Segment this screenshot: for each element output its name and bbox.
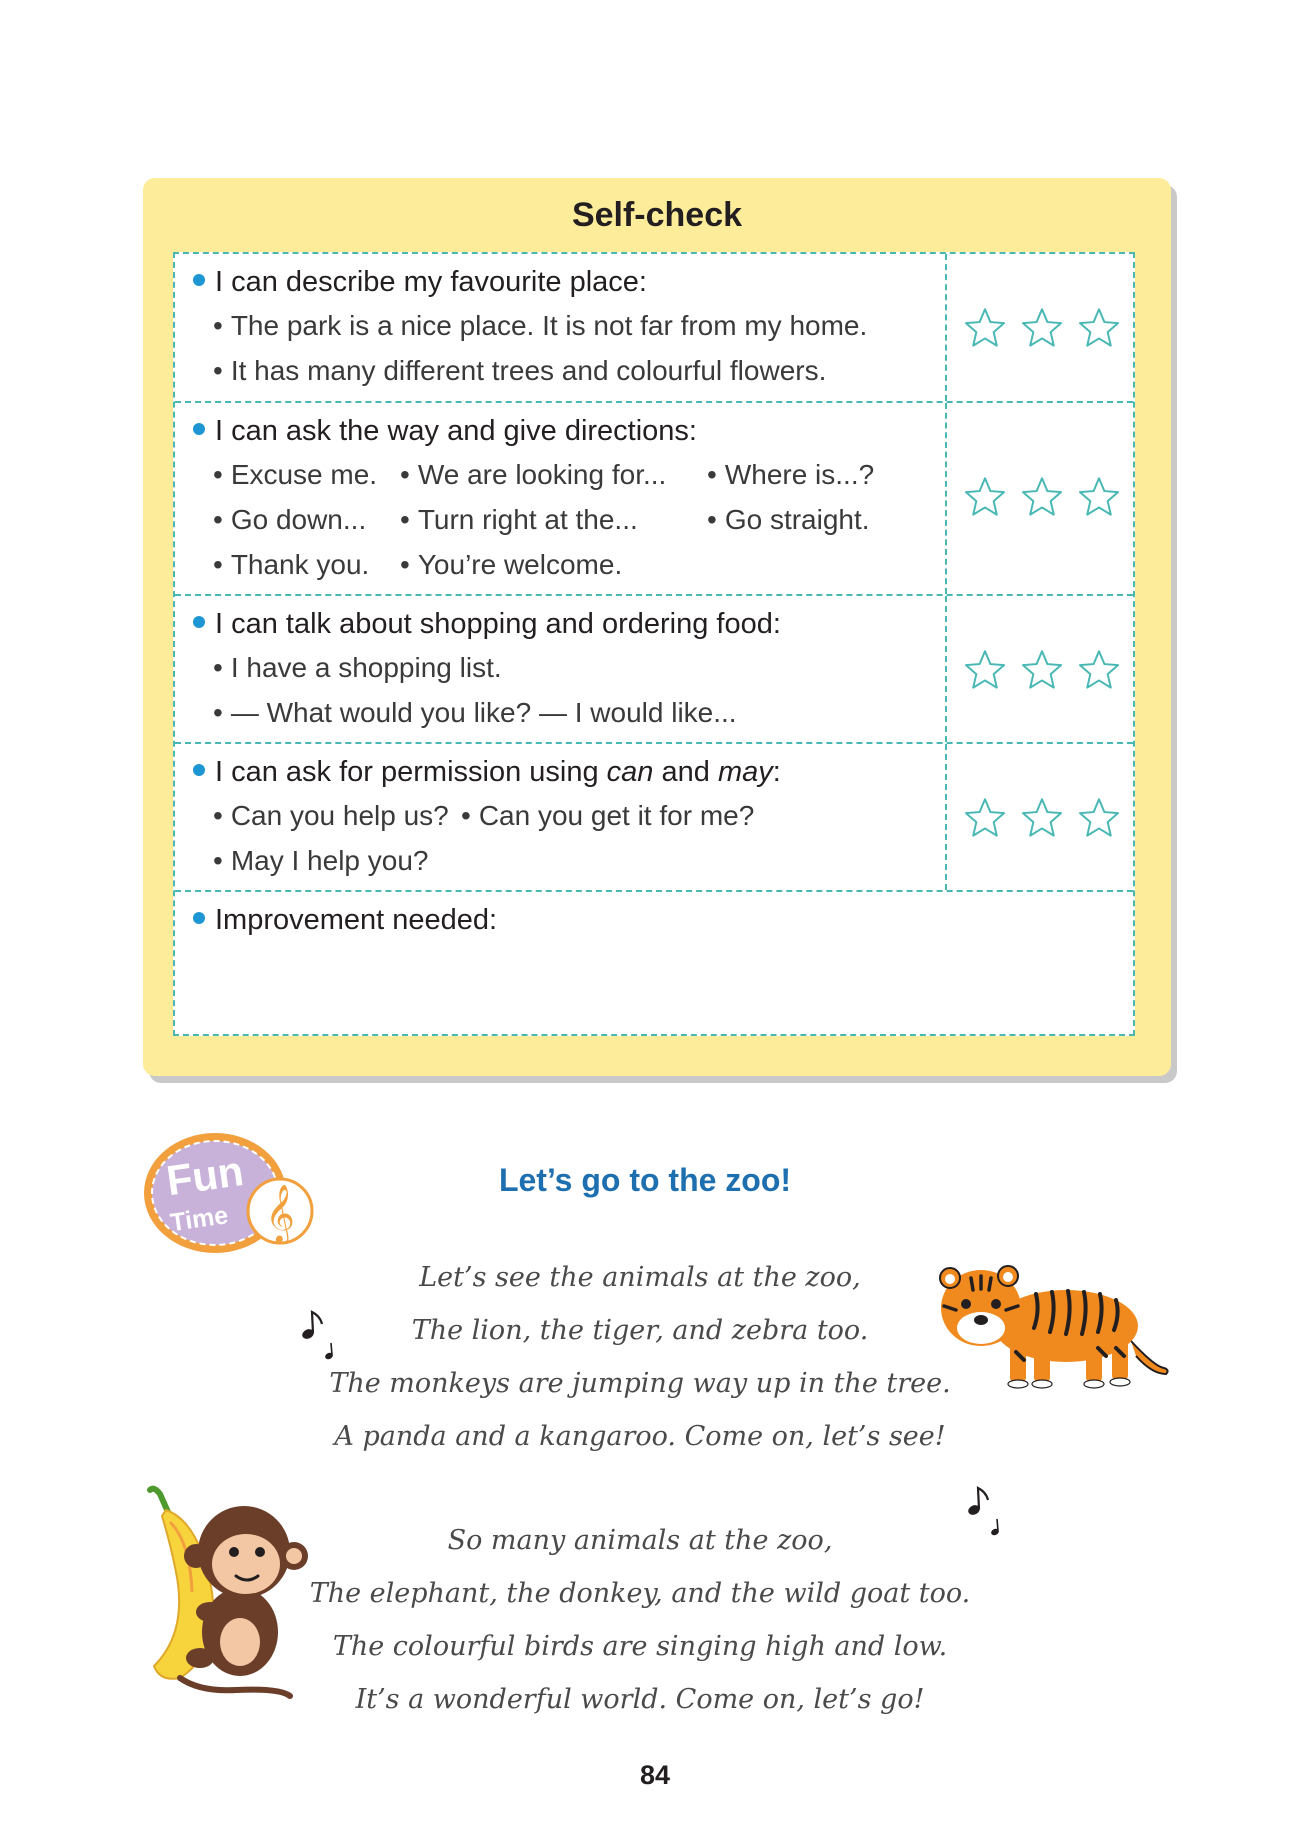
check-item: • — What would you like? — I would like... bbox=[213, 697, 737, 729]
self-check-card bbox=[143, 178, 1171, 1076]
star-outline-icon[interactable] bbox=[1020, 475, 1064, 519]
check-item: • Excuse me. bbox=[213, 459, 377, 491]
check-item: • The park is a nice place. It is not far from my home. bbox=[213, 310, 867, 342]
lyric-line: The lion, the tiger, and zebra too. bbox=[411, 1315, 869, 1346]
star-outline-icon[interactable] bbox=[1077, 648, 1121, 692]
badge-time-label: Time bbox=[168, 1201, 230, 1238]
song-title: Let’s go to the zoo! bbox=[498, 1162, 792, 1198]
check-row-favourite-place bbox=[175, 254, 1133, 403]
self-check-grid bbox=[173, 252, 1135, 1036]
star-outline-icon[interactable] bbox=[1077, 306, 1121, 350]
check-row-shopping bbox=[175, 596, 1133, 744]
star-outline-icon[interactable] bbox=[1077, 475, 1121, 519]
check-heading: I can ask for permission using can and may: bbox=[193, 756, 781, 789]
star-rating[interactable] bbox=[963, 475, 1121, 519]
check-heading: I can ask the way and give directions: bbox=[193, 415, 697, 448]
star-outline-icon[interactable] bbox=[963, 306, 1007, 350]
star-outline-icon[interactable] bbox=[1020, 796, 1064, 840]
check-item: • Turn right at the... bbox=[400, 504, 638, 536]
check-item: • Go down... bbox=[213, 504, 366, 536]
improvement-label: Improvement needed: bbox=[193, 904, 497, 937]
badge-fun-label: Fun bbox=[163, 1147, 247, 1205]
check-row-permission bbox=[175, 744, 1133, 892]
self-check-title: Self-check bbox=[571, 196, 743, 234]
lyric-line: So many animals at the zoo, bbox=[447, 1525, 833, 1556]
check-row-improvement bbox=[175, 892, 1133, 1034]
check-heading: I can describe my favourite place: bbox=[193, 266, 647, 299]
check-item: • We are looking for... bbox=[400, 459, 666, 491]
star-rating[interactable] bbox=[963, 796, 1121, 840]
star-outline-icon[interactable] bbox=[1020, 648, 1064, 692]
bullet-dot-icon bbox=[193, 274, 205, 286]
treble-clef-icon bbox=[248, 1179, 312, 1245]
star-outline-icon[interactable] bbox=[963, 796, 1007, 840]
lyric-line: The monkeys are jumping way up in the tree. bbox=[329, 1368, 951, 1399]
bullet-dot-icon bbox=[193, 616, 205, 628]
star-outline-icon[interactable] bbox=[963, 648, 1007, 692]
check-item: • Can you help us? bbox=[213, 800, 449, 832]
lyric-line: The elephant, the donkey, and the wild goat too. bbox=[309, 1578, 971, 1609]
lyric-line: It’s a wonderful world. Come on, let’s go! bbox=[355, 1684, 925, 1715]
check-item: • It has many different trees and colourful flowers. bbox=[213, 355, 826, 387]
star-rating[interactable] bbox=[963, 306, 1121, 350]
page-number: 84 bbox=[639, 1760, 671, 1790]
check-item: • May I help you? bbox=[213, 845, 428, 877]
fun-time-badge bbox=[140, 1127, 320, 1259]
check-item: • Thank you. bbox=[213, 549, 369, 581]
lyric-line: The colourful birds are singing high and low. bbox=[332, 1631, 948, 1662]
star-outline-icon[interactable] bbox=[1077, 796, 1121, 840]
tiger-illustration bbox=[926, 1256, 1170, 1390]
check-heading: I can talk about shopping and ordering food: bbox=[193, 608, 781, 641]
music-note-icon bbox=[298, 1306, 338, 1364]
check-item: • Where is...? bbox=[707, 459, 874, 491]
bullet-dot-icon bbox=[193, 423, 205, 435]
star-outline-icon[interactable] bbox=[1020, 306, 1064, 350]
lyric-line: A panda and a kangaroo. Come on, let’s see! bbox=[334, 1421, 946, 1452]
star-outline-icon[interactable] bbox=[963, 475, 1007, 519]
check-item: • Can you get it for me? bbox=[461, 800, 754, 832]
bullet-dot-icon bbox=[193, 912, 205, 924]
bullet-dot-icon bbox=[193, 764, 205, 776]
check-row-directions bbox=[175, 403, 1133, 596]
check-item: • You’re welcome. bbox=[400, 549, 622, 581]
svg-text:𝄞: 𝄞 bbox=[265, 1184, 295, 1242]
star-rating[interactable] bbox=[963, 648, 1121, 692]
lyric-line: Let’s see the animals at the zoo, bbox=[419, 1262, 861, 1293]
check-item: • Go straight. bbox=[707, 504, 870, 536]
check-item: • I have a shopping list. bbox=[213, 652, 502, 684]
music-note-icon bbox=[964, 1482, 1004, 1540]
monkey-with-banana-illustration bbox=[140, 1482, 312, 1700]
